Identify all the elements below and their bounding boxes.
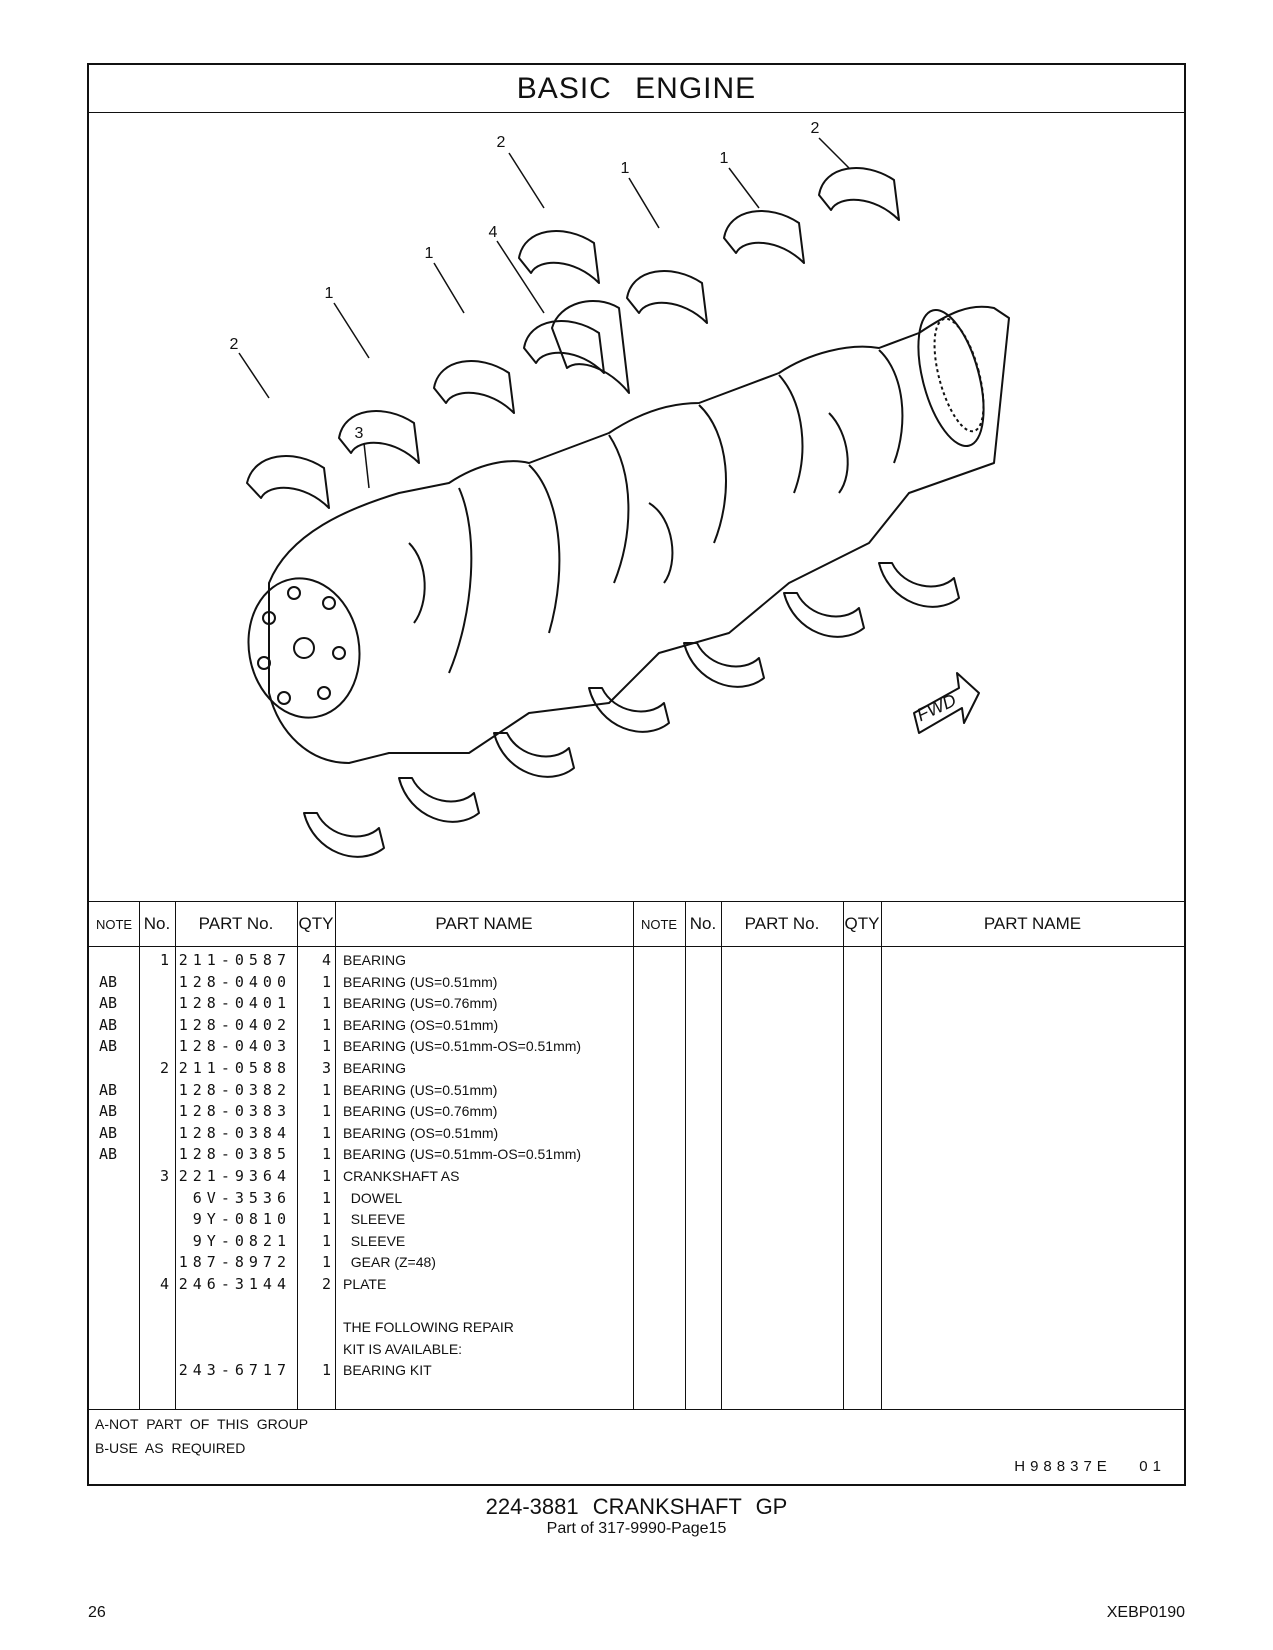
crankshaft-body xyxy=(269,307,1009,763)
table-row xyxy=(89,1079,1184,1102)
quantity-cell: 1 xyxy=(321,1188,331,1207)
header-no-right: No. xyxy=(689,914,717,933)
part-number-cell: 243-6717 xyxy=(178,1361,291,1380)
parts-frame xyxy=(87,63,1186,1486)
quantity-cell: 1 xyxy=(321,1037,331,1056)
part-number-cell: 246-3144 xyxy=(178,1275,291,1293)
footnote-b: B-USE AS REQUIRED xyxy=(95,1440,246,1456)
note-cell: AB xyxy=(99,1037,118,1056)
item-number-cell: 4 xyxy=(159,1275,169,1293)
part-number-cell: 6V-3536 xyxy=(192,1188,291,1207)
quantity-cell: 2 xyxy=(321,1275,331,1293)
table-row xyxy=(89,1208,1184,1231)
table-row xyxy=(89,1143,1184,1166)
part-name-cell: SLEEVE xyxy=(343,1211,406,1228)
footnote-a: A-NOT PART OF THIS GROUP xyxy=(95,1416,309,1432)
group-title: 224-3881 CRANKSHAFT GP xyxy=(485,1494,788,1519)
callout-2a: 2 xyxy=(229,336,239,353)
group-subtitle: Part of 317-9990-Page15 xyxy=(546,1520,727,1537)
callout-1a: 1 xyxy=(324,285,334,302)
crankshaft-flange xyxy=(238,570,371,727)
header-partname-left: PART NAME xyxy=(435,914,533,933)
quantity-cell: 1 xyxy=(321,1231,331,1250)
table-row xyxy=(89,1035,1184,1058)
table-row xyxy=(89,1316,1184,1339)
note-cell: AB xyxy=(99,1015,118,1034)
table-row xyxy=(89,1057,1184,1080)
note-cell: AB xyxy=(99,972,118,991)
table-row xyxy=(89,1014,1184,1037)
note-cell: AB xyxy=(99,1080,118,1099)
callout-1d: 1 xyxy=(719,150,729,167)
callout-2c: 2 xyxy=(810,120,820,137)
note-cell: AB xyxy=(99,1102,118,1121)
note-cell: AB xyxy=(99,1145,118,1164)
gear xyxy=(906,303,996,453)
quantity-cell: 1 xyxy=(321,1123,331,1142)
quantity-cell: 1 xyxy=(321,1253,331,1272)
quantity-cell: 1 xyxy=(321,1015,331,1034)
table-row xyxy=(89,1100,1184,1123)
part-number-cell: 128-0400 xyxy=(178,972,291,991)
header-partno-right: PART No. xyxy=(744,914,820,933)
page-number: 26 xyxy=(88,1604,106,1621)
part-name-cell: SLEEVE xyxy=(343,1232,406,1249)
header-qty-right: QTY xyxy=(844,914,880,933)
part-number-cell: 211-0588 xyxy=(178,1059,291,1077)
part-number-cell: 221-9364 xyxy=(178,1167,291,1185)
table-row xyxy=(89,992,1184,1015)
table-row xyxy=(89,1165,1184,1188)
header-no-left: No. xyxy=(143,914,171,933)
part-name-cell: BEARING (US=0.51mm-OS=0.51mm) xyxy=(343,1146,582,1163)
callout-1c: 1 xyxy=(620,160,630,177)
header-qty-left: QTY xyxy=(298,914,334,933)
part-number-cell: 128-0385 xyxy=(178,1145,291,1164)
item-number-cell: 1 xyxy=(159,951,169,969)
part-name-cell: BEARING (US=0.76mm) xyxy=(343,1103,498,1120)
part-name-cell: PLATE xyxy=(343,1276,387,1292)
fwd-label: FWD xyxy=(913,689,960,726)
part-name-cell: BEARING (US=0.51mm) xyxy=(343,1081,498,1098)
quantity-cell: 1 xyxy=(321,1145,331,1164)
part-name-cell: CRANKSHAFT AS xyxy=(343,1168,460,1184)
part-name-cell: BEARING (US=0.51mm-OS=0.51mm) xyxy=(343,1038,582,1055)
part-number-cell: 9Y-0821 xyxy=(192,1231,291,1250)
section-title: BASIC ENGINE xyxy=(89,65,1184,113)
quantity-cell: 1 xyxy=(321,1210,331,1229)
quantity-cell: 4 xyxy=(321,951,331,969)
part-name-cell: KIT IS AVAILABLE: xyxy=(343,1340,463,1357)
exploded-view-drawing xyxy=(89,113,1184,901)
callout-3: 3 xyxy=(354,425,364,442)
part-name-cell: BEARING (US=0.51mm) xyxy=(343,973,498,990)
table-row xyxy=(89,949,1184,972)
header-partname-right: PART NAME xyxy=(983,914,1082,933)
quantity-cell: 1 xyxy=(321,972,331,991)
table-row xyxy=(89,1273,1184,1296)
header-note-right: NOTE xyxy=(640,916,678,932)
leader-lines xyxy=(239,138,849,488)
lower-bearings xyxy=(304,563,959,857)
part-name-cell: DOWEL xyxy=(343,1189,403,1206)
illustration-ref: H98837E 01 xyxy=(1014,1458,1166,1475)
note-cell: AB xyxy=(99,994,118,1013)
table-footer xyxy=(89,1409,1184,1486)
parts-table xyxy=(89,901,1184,1409)
quantity-cell: 3 xyxy=(321,1059,331,1077)
table-row xyxy=(89,1251,1184,1274)
part-number-cell: 128-0384 xyxy=(178,1123,291,1142)
callout-4: 4 xyxy=(488,224,498,241)
crankshaft-illustration xyxy=(89,113,1184,901)
item-number-cell: 3 xyxy=(159,1167,169,1185)
table-row xyxy=(89,1230,1184,1253)
part-number-cell: 128-0383 xyxy=(178,1102,291,1121)
quantity-cell: 1 xyxy=(321,1361,331,1380)
note-cell: AB xyxy=(99,1123,118,1142)
part-number-cell: 9Y-0810 xyxy=(192,1210,291,1229)
header-note-left: NOTE xyxy=(95,916,133,932)
quantity-cell: 1 xyxy=(321,1102,331,1121)
document-code: XEBP0190 xyxy=(1106,1604,1185,1621)
part-name-cell: BEARING (OS=0.51mm) xyxy=(343,1124,499,1141)
part-name-cell: BEARING xyxy=(343,952,407,968)
table-row xyxy=(89,1122,1184,1145)
part-name-cell: BEARING (OS=0.51mm) xyxy=(343,1016,499,1033)
callout-2b: 2 xyxy=(496,134,506,151)
table-row xyxy=(89,1295,1184,1318)
part-name-cell: GEAR (Z=48) xyxy=(343,1254,436,1271)
part-name-cell: BEARING (US=0.76mm) xyxy=(343,995,498,1012)
part-name-cell: BEARING KIT xyxy=(343,1362,432,1379)
part-number-cell: 187-8972 xyxy=(178,1253,291,1272)
table-row xyxy=(89,1338,1184,1361)
part-name-cell: THE FOLLOWING REPAIR xyxy=(343,1319,514,1336)
header-partno-left: PART No. xyxy=(198,914,274,933)
quantity-cell: 1 xyxy=(321,1167,331,1185)
part-number-cell: 211-0587 xyxy=(178,951,291,969)
item-number-cell: 2 xyxy=(159,1059,169,1077)
quantity-cell: 1 xyxy=(321,1080,331,1099)
part-number-cell: 128-0402 xyxy=(178,1015,291,1034)
part-number-cell: 128-0382 xyxy=(178,1080,291,1099)
table-row xyxy=(89,1187,1184,1210)
quantity-cell: 1 xyxy=(321,994,331,1013)
part-name-cell: BEARING xyxy=(343,1060,407,1076)
table-row xyxy=(89,971,1184,994)
part-number-cell: 128-0401 xyxy=(178,994,291,1013)
table-row xyxy=(89,1359,1184,1382)
part-number-cell: 128-0403 xyxy=(178,1037,291,1056)
callout-1b: 1 xyxy=(424,245,434,262)
